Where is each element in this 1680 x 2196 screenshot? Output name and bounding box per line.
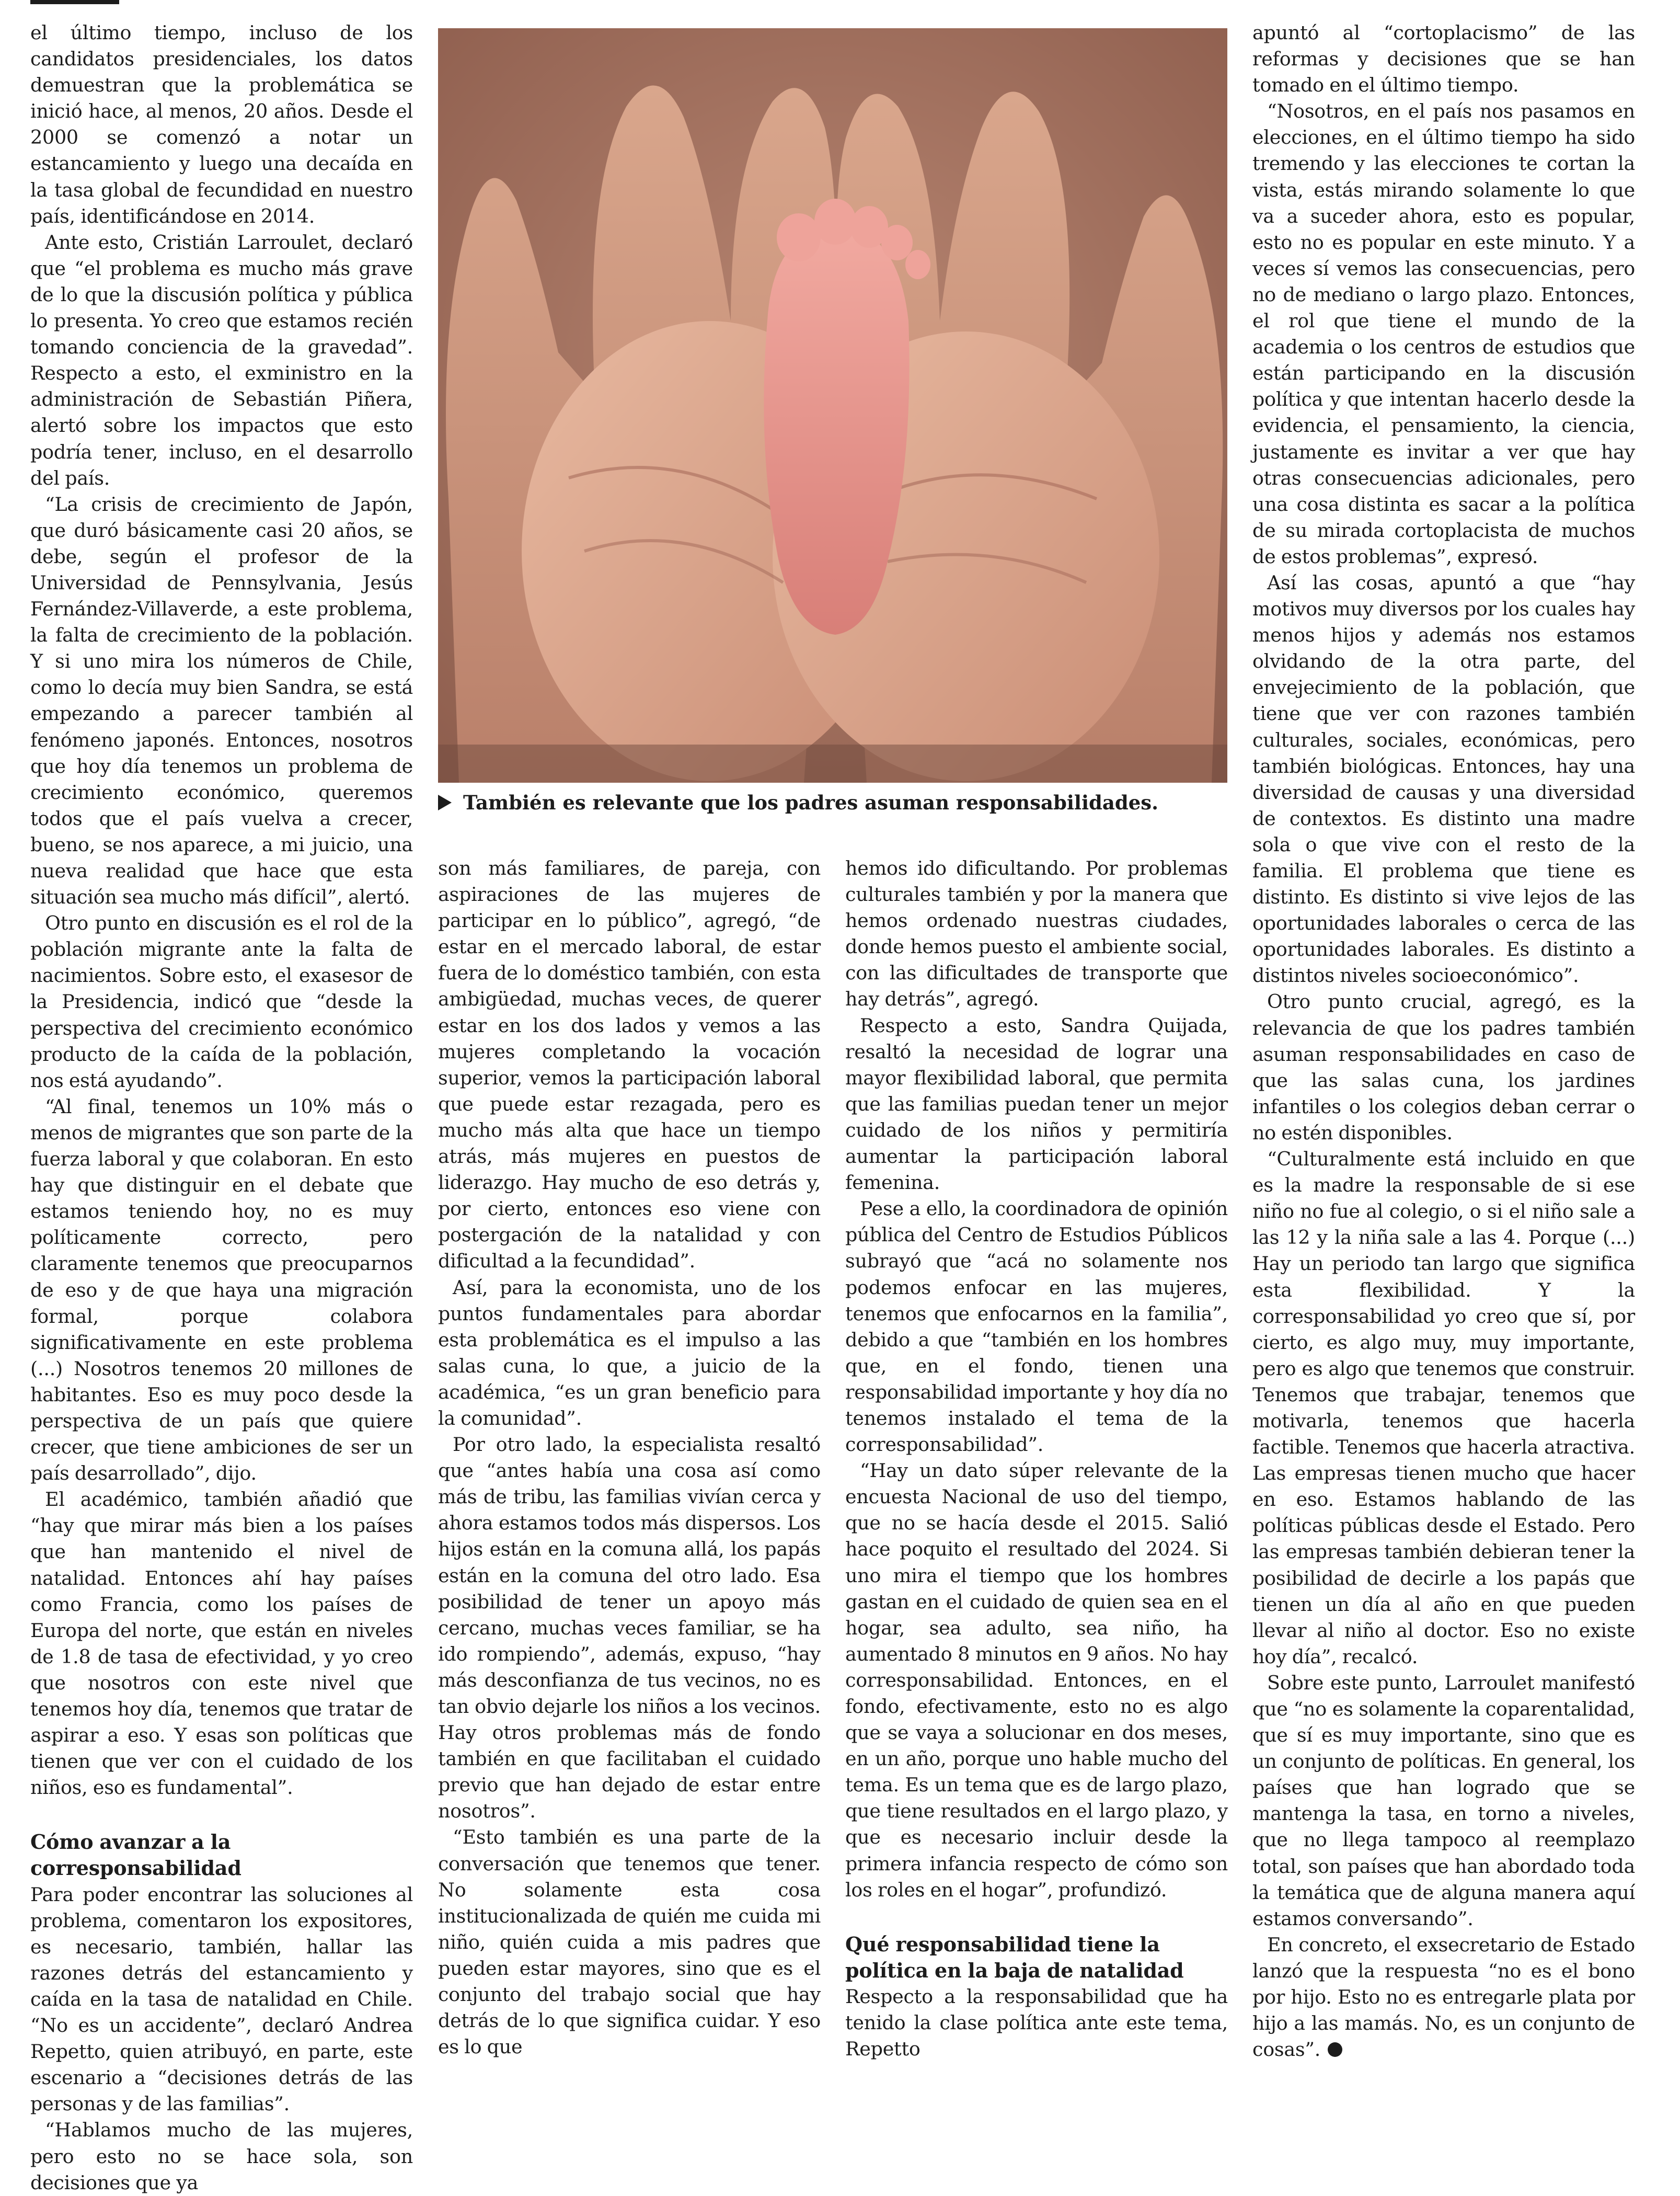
paragraph: hemos ido dificultando. Por problemas culturales también y por la manera que hemos ordenado nuestras ciudades, donde hemos puesto el ambiente social, con las dificultades de transporte que hay detrás”, agregó. xyxy=(845,857,1228,1011)
paragraph: Respecto a esto, Sandra Quijada, resaltó la necesidad de lograr una mayor flexibilidad laboral, que permita que las familias puedan tener un mejor cuidado de los niños y permitiría aumentar la participación laboral femenina. xyxy=(845,1014,1228,1194)
final-text: En concreto, el exsecretario de Estado lanzó que la respuesta “no es el bono por hijo. Esto no es entregarle plata por hijo a las mamás. No, es un conjunto de cosas”. xyxy=(1252,1933,1635,2061)
paragraph: Por otro lado, la especialista resaltó que “antes había una cosa así como más de tribu, las familias vivían cerca y ahora estamos todos más dispersos. Los hijos están en la comuna allá, los papás están en la comuna del otro lado. Esa posibilidad de tener un apoyo más cercano, muchas veces familiar, se ha ido rompiendo”, además, expuso, “hay más desconfianza de tus vecinos, no es tan obvio dejarle los niños a los vecinos. Hay otros problemas más de fondo también en que facilitaban el cuidado previo que han dejado de estar entre nosotros”. xyxy=(438,1433,821,1823)
photo-illustration xyxy=(438,28,1227,783)
caption-text: También es relevante que los padres asuman responsabilidades. xyxy=(463,791,1158,814)
article-column-4 xyxy=(1252,20,1635,2063)
paragraph: apuntó al “cortoplacismo” de las reformas y decisiones que se han tomado en el último tiempo. xyxy=(1252,21,1635,97)
paragraph: son más familiares, de pareja, con aspiraciones de las mujeres de participar en lo público”, agregó, “de estar en el mercado laboral, de estar fuera de lo doméstico también, con esta ambigüedad, muchas veces, de querer estar en los dos lados y vemos a las mujeres completando la vocación superior, vemos la participación laboral que puede estar rezagada, pero es mucho más alta que hace un tiempo atrás, más mujeres en puestos de liderazgo. Hay mucho de eso detrás y, por cierto, entonces eso viene con postergación de la natalidad y con dificultad a la fecundidad”. xyxy=(438,857,821,1273)
paragraph: “Hay un dato súper relevante de la encuesta Nacional de uso del tiempo, que no se hacía desde el 2015. Salió hace poquito el resultado del 2024. Si uno mira el tiempo que los hombres gastan en el cuidado de quien sea en el hogar, sea adulto, sea niño, ha aumentado 8 minutos en 9 años. No hay corresponsabilidad. Entonces, en el fondo, efectivamente, esto no es algo que se vaya a solucionar en dos meses, en un año, porque uno hable mucho del tema. Es un tema que es de largo plazo, que tiene resultados en el largo plazo, y que es necesario incluir desde la primera infancia respecto de cómo son los roles en el hogar”, profundizó. xyxy=(845,1459,1228,1901)
paragraph: “Hablamos mucho de las mujeres, pero esto no se hace sola, son decisiones que ya xyxy=(30,2119,413,2194)
paragraph: “Al final, tenemos un 10% más o menos de migrantes que son parte de la fuerza laboral y que colaboran. En esto hay que distinguir en el debate que estamos teniendo hoy, no es muy políticamente correcto, pero claramente tenemos que preocuparnos de eso y de que haya una migración formal, porque colabora significativamente en este problema (...) Nosotros tenemos 20 millones de habitantes. Eso es muy poco desde la perspectiva de un país que quiere crecer, que tiene ambiciones de ser un país desarrollado”, dijo. xyxy=(30,1095,413,1485)
paragraph: Otro punto en discusión es el rol de la población migrante ante la falta de nacimientos. Sobre esto, el exasesor de la Presidencia, indicó que “desde la perspectiva del crecimiento económico producto de la caída de la población, nos está ayudando”. xyxy=(30,912,413,1092)
section-heading: Qué responsabilidad tiene la política en la baja de natalidad xyxy=(845,1932,1184,1982)
baby-foot-photo xyxy=(438,28,1227,783)
paragraph: “Nosotros, en el país nos pasamos en elecciones, en el último tiempo ha sido tremendo y las elecciones te cortan la vista, estás mirando solamente lo que va a suceder ahora, esto es popular, esto no es popular en este minuto. Y a veces sí vemos las consecuencias, pero no de mediano o largo plazo. Entonces, el rol que tiene el mundo de la academia o los centros de estudios que están participando en la discusión política y que intentan hacerlo desde la evidencia, el pensamiento, la ciencia, justamente es invitar a ver que hay otras consecuencias adicionales, pero una cosa distinta es sacar a la política de su mirada cortoplacista de muchos de estos problemas”, expresó. xyxy=(1252,100,1635,568)
paragraph: “Culturalmente está incluido en que es la madre la responsable de si ese niño no fue al colegio, o si el niño sale a las 12 y la niña sale a las 4. Porque (...) Hay un periodo tan largo que significa esta flexibilidad. Y la corresponsabilidad yo creo que sí, por cierto, es algo muy, muy importante, pero es algo que tenemos que construir. Tenemos que trabajar, tenemos que motivarla, tenemos que hacerla factible. Tenemos que hacerla atractiva. Las empresas tienen mucho que hacer en eso. Estamos hablando de las políticas públicas desde el Estado. Pero las empresas también debieran tener la posibilidad de decirle a los papás que tienen un día al año en que pueden llevar al niño al doctor. Eso no existe hoy día”, recalcó. xyxy=(1252,1148,1635,1668)
article-column-2 xyxy=(438,855,821,2060)
paragraph: Así, para la economista, uno de los puntos fundamentales para abordar esta problemática es el impulso a las salas cuna, lo que, a juicio de la académica, “es un gran beneficio para la comunidad”. xyxy=(438,1276,821,1429)
paragraph-final xyxy=(1252,1932,1635,2063)
paragraph: Sobre este punto, Larroulet manifestó que “no es solamente la coparentalidad, que sí es muy importante, sino que es un conjunto de políticas. En general, los países que han logrado que se mantenga la tasa, en torno a niveles, que no llega tampoco al reemplazo total, son países que han abordado toda la temática que de alguna manera aquí estamos conversando”. xyxy=(1252,1671,1635,1930)
section-heading: Cómo avanzar a la corresponsabilidad xyxy=(30,1830,241,1880)
header-rule-fragment xyxy=(30,0,119,4)
article-column-3 xyxy=(845,855,1228,2062)
photo-caption xyxy=(438,790,1227,816)
end-of-article-icon xyxy=(1328,2042,1342,2057)
paragraph: “La crisis de crecimiento de Japón, que duró básicamente casi 20 años, se debe, según el profesor de la Universidad de Pennsylvania, Jesús Fernández-Villaverde, a este problema, la falta de crecimiento de la población. Y si uno mira los números de Chile, como lo decía muy bien Sandra, se está empezando a parecer también al fenómeno japonés. Entonces, nosotros que hoy día tenemos un problema de crecimiento económico, queremos todos que el país vuelva a crecer, bueno, se nos aparece, a mi juicio, una nueva realidad que hace que esta situación sea mucho más difícil”, alertó. xyxy=(30,493,413,909)
paragraph: Así las cosas, apuntó a que “hay motivos muy diversos por los cuales hay menos hijos y además nos estamos olvidando de la otra parte, del envejecimiento de la población, que tiene que ver con razones también culturales, sociales, económicas, pero también biológicas. Entonces, hay una diversidad de causas y una diversidad de contextos. Es distinto una madre sola o que vive con el resto de la familia. El problema que tiene es distinto. Es distinto si vive lejos de las oportunidades laborales o cerca de las oportunidades laborales. Es distinto a distintos niveles socioeconómico”. xyxy=(1252,571,1635,987)
paragraph: Respecto a la responsabilidad que ha tenido la clase política ante este tema, Repetto xyxy=(845,1985,1228,2061)
caption-marker-icon xyxy=(438,795,452,810)
paragraph: Ante esto, Cristián Larroulet, declaró que “el problema es mucho más grave de lo que la discusión política y pública lo presenta. Yo creo que estamos recién tomando conciencia de la gravedad”. Respecto a esto, el exministro en la administración de Sebastián Piñera, alertó sobre los impactos que esto podría tener, incluso, en el desarrollo del país. xyxy=(30,231,413,489)
paragraph: el último tiempo, incluso de los candidatos presidenciales, los datos demuestran que la problemática se inició hace, al menos, 20 años. Desde el 2000 se comenzó a notar un estancamiento y luego una decaída en la tasa global de fecundidad en nuestro país, identificándose en 2014. xyxy=(30,21,413,227)
paragraph: El académico, también añadió que “hay que mirar más bien a los países que han mantenido el nivel de natalidad. Entonces ahí hay países como Francia, como los países de Europa del norte, que están en niveles de 1.8 de tasa de efectividad, y yo creo que nosotros con este nivel que tenemos hoy día, tenemos que tratar de aspirar a eso. Y esas son políticas que tienen que ver con el cuidado de los niños, eso es fundamental”. xyxy=(30,1488,413,1799)
paragraph: Otro punto crucial, agregó, es la relevancia de que los padres también asuman responsabilidades en caso de que las salas cuna, los jardines infantiles o los colegios deban cerrar o no estén disponibles. xyxy=(1252,990,1635,1144)
paragraph: Para poder encontrar las soluciones al problema, comentaron los expositores, es necesario, también, hallar las razones detrás del estancamiento y caída en la tasa de natalidad en Chile. “No es un accidente”, declaró Andrea Repetto, quien atribuyó, en parte, este escenario a “decisiones detrás de las personas y de las familias”. xyxy=(30,1883,413,2115)
article-column-1 xyxy=(30,20,413,2196)
paragraph: Pese a ello, la coordinadora de opinión pública del Centro de Estudios Públicos subrayó que “acá no solamente nos podemos enfocar en las mujeres, tenemos que enfocarnos en la familia”, debido a que “también en los hombres que, en el fondo, tienen una responsabilidad importante y hoy día no tenemos instalado el tema de la corresponsabilidad”. xyxy=(845,1197,1228,1456)
paragraph: “Esto también es una parte de la conversación que tenemos que tener. No solamente esta cosa institucionalizada de quién me cuida mi niño, quién cuida a mis padres que pueden estar mayores, sino que es el conjunto del trabajo social que hay detrás de lo que significa cuidar. Y eso es lo que xyxy=(438,1826,821,2058)
